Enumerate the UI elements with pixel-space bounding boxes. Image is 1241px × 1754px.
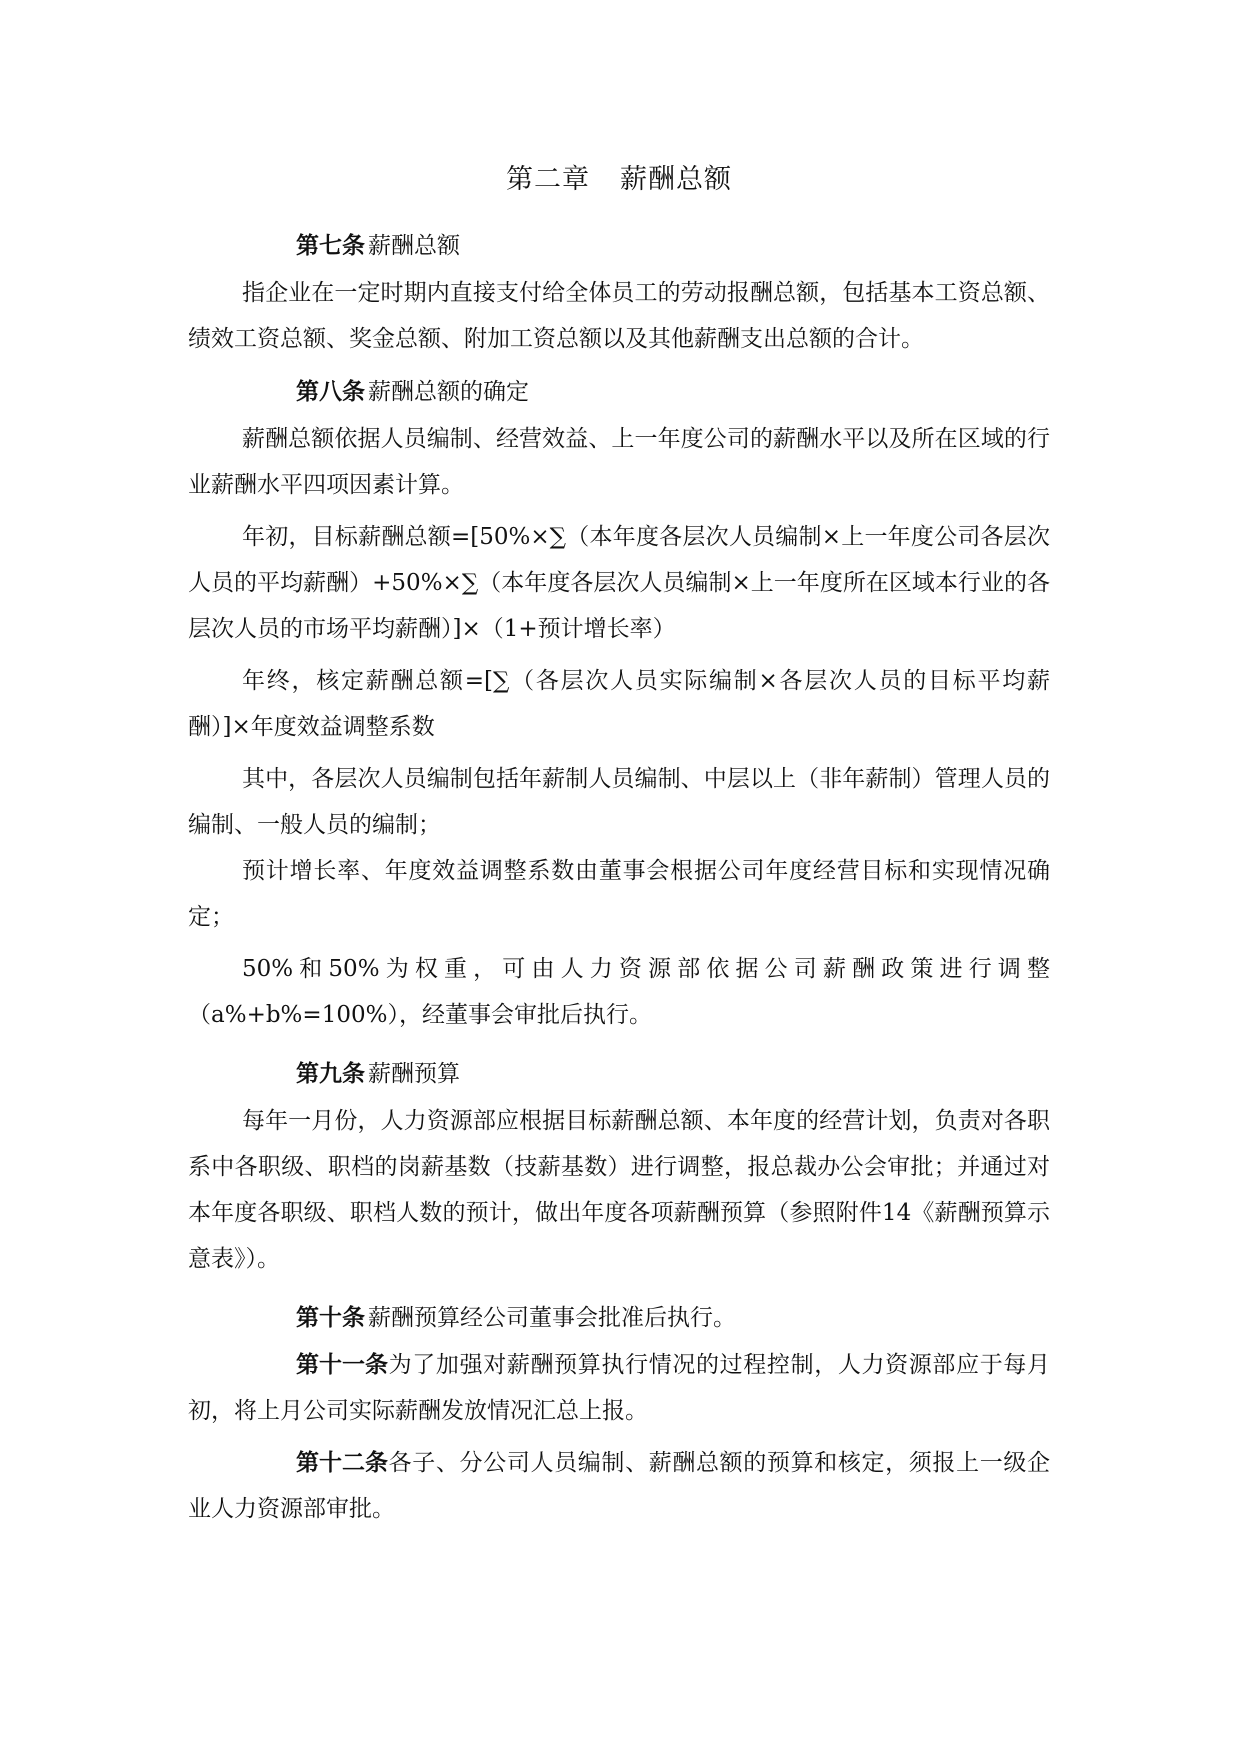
article-11-text: 为了加强对薪酬预算执行情况的过程控制，人力资源部应于每月初，将上月公司实际薪酬发放情况汇总上报。 [188,1352,1050,1424]
article-11 [188,1342,1050,1434]
chapter-heading [188,160,1050,200]
article-8-para-4: 其中，各层次人员编制包括年薪制人员编制、中层以上（非年薪制）管理人员的编制、一般人员的编制； [188,766,1050,838]
article-9-number: 第九条 [296,1060,365,1087]
article-12-text: 各子、分公司人员编制、薪酬总额的预算和核定，须报上一级企业人力资源部审批。 [188,1450,1050,1522]
article-8-number: 第八条 [296,378,365,405]
article-7-para-1: 指企业在一定时期内直接支付给全体员工的劳动报酬总额，包括基本工资总额、绩效工资总额、奖金总额、附加工资总额以及其他薪酬支出总额的合计。 [188,280,1050,352]
article-8-title: 薪酬总额的确定 [368,379,529,405]
article-9-para-1: 每年一月份，人力资源部应根据目标薪酬总额、本年度的经营计划，负责对各职系中各职级、职档的岗薪基数（技薪基数）进行调整，报总裁办公会审批；并通过对本年度各职级、职档人数的预计，做出年度各项薪酬预算（参照附件14《薪酬预算示意表》）。 [188,1108,1050,1272]
chapter-number: 第二章 [506,164,590,195]
article-9-heading [188,1050,1050,1098]
article-8-para-3: 年终，核定薪酬总额=[∑（各层次人员实际编制×各层次人员的目标平均薪酬）]×年度效益调整系数 [188,668,1050,740]
article-8-para-6: 50%和50%为权重，可由人力资源部依据公司薪酬政策进行调整（a%+b%=100%），经董事会审批后执行。 [188,956,1050,1028]
article-10-number: 第十条 [296,1304,365,1331]
document-page [188,160,1050,1532]
article-8-para-2: 年初，目标薪酬总额=[50%×∑（本年度各层次人员编制×上一年度公司各层次人员的平均薪酬）+50%×∑（本年度各层次人员编制×上一年度所在区域本行业的各层次人员的市场平均薪酬）]×（1+预计增长率） [188,524,1050,642]
article-8-heading [188,368,1050,416]
article-12-number: 第十二条 [296,1449,388,1476]
chapter-title: 薪酬总额 [620,164,732,195]
article-7-number: 第七条 [296,232,365,259]
article-12 [188,1440,1050,1532]
article-7-heading [188,222,1050,270]
article-8-para-5: 预计增长率、年度效益调整系数由董事会根据公司年度经营目标和实现情况确定； [188,858,1050,930]
article-11-number: 第十一条 [296,1351,388,1378]
article-10-text: 薪酬预算经公司董事会批准后执行。 [368,1305,736,1331]
article-8-para-1: 薪酬总额依据人员编制、经营效益、上一年度公司的薪酬水平以及所在区域的行业薪酬水平四项因素计算。 [188,426,1050,498]
article-9-title: 薪酬预算 [368,1061,460,1087]
article-7-title: 薪酬总额 [368,233,460,259]
article-10 [188,1294,1050,1342]
